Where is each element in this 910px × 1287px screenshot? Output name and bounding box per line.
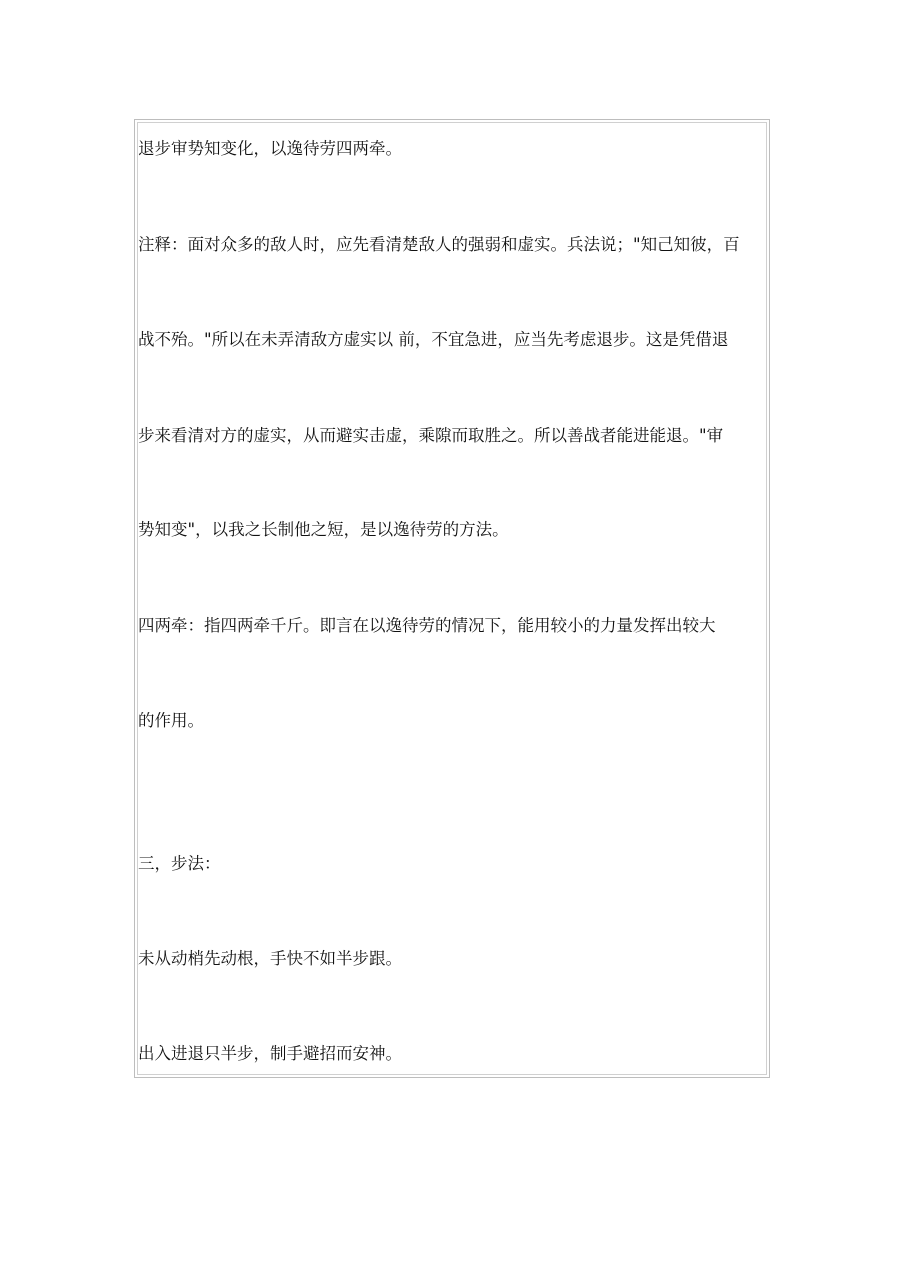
text-line-four-ounces-2: 的作用。 bbox=[138, 711, 204, 730]
text-line-four-ounces-1: 四两牵：指四两牵千斤。即言在以逸待劳的情况下，能用较小的力量发挥出较大 bbox=[138, 616, 716, 635]
text-line-annotation-3: 步来看清对方的虚实，从而避实击虚，乘隙而取胜之。所以善战者能进能退。"审 bbox=[138, 426, 724, 445]
text-line-footwork-verse-2: 出入进退只半步，制手避招而安神。 bbox=[138, 1044, 402, 1063]
text-line-footwork-verse-1: 未从动梢先动根，手快不如半步跟。 bbox=[138, 949, 402, 968]
text-line-verse-retreat: 退步审势知变化，以逸待劳四两牵。 bbox=[138, 139, 402, 158]
text-line-annotation-4: 势知变"，以我之长制他之短，是以逸待劳的方法。 bbox=[138, 520, 509, 539]
text-line-annotation-1: 注释：面对众多的敌人时，应先看清楚敌人的强弱和虚实。兵法说；"知己知彼，百 bbox=[138, 235, 740, 254]
text-frame-inner-border bbox=[137, 122, 767, 1075]
section-heading-footwork: 三，步法： bbox=[138, 854, 221, 873]
text-line-annotation-2: 战不殆。"所以在未弄清敌方虚实以 前，不宜急进，应当先考虑退步。这是凭借退 bbox=[138, 330, 729, 349]
text-frame bbox=[134, 119, 770, 1078]
